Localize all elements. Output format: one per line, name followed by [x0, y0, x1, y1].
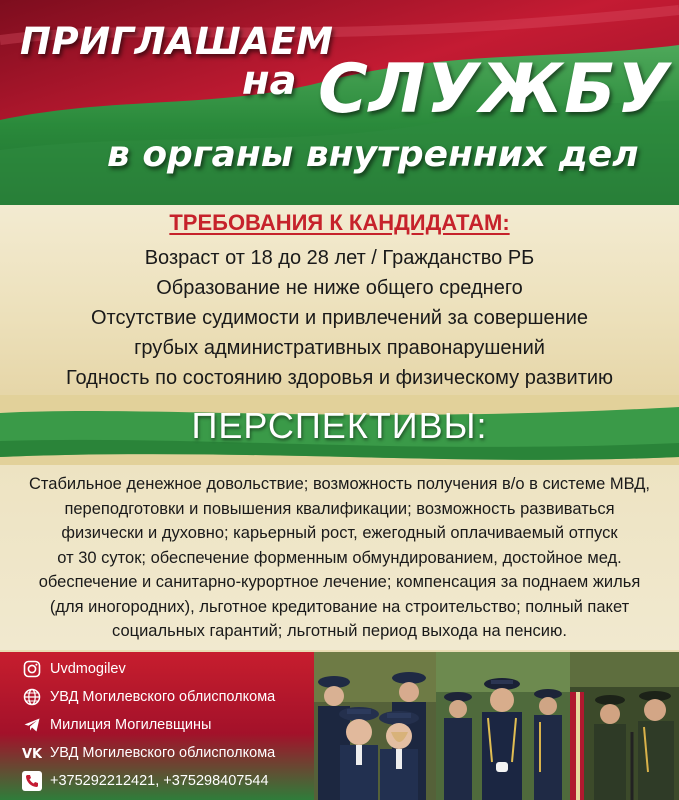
- instagram-icon: [22, 659, 42, 679]
- photo-honor-guard-drawing: [570, 652, 679, 800]
- benefit-line: социальных гарантий; льготный период выхода на пенсию.: [112, 622, 567, 640]
- requirements-title: ТРЕБОВАНИЯ К КАНДИДАТАМ:: [169, 210, 510, 235]
- perspectives-title: ПЕРСПЕКТИВЫ:: [191, 405, 488, 446]
- perspectives-banner: [0, 395, 679, 465]
- benefit-line: Стабильное денежное довольствие; возможность получения в/о в системе МВД,: [29, 475, 650, 493]
- requirement-line: грубых административных правонарушений: [134, 337, 545, 359]
- contact-phone-text: +375292212421, +375298407544: [50, 773, 269, 789]
- telegram-icon: [22, 715, 42, 735]
- requirement-line: Образование не ниже общего среднего: [156, 277, 523, 299]
- hero-line-organs: в органы внутренних дел: [107, 134, 639, 175]
- hero-line-invite: ПРИГЛАШАЕМ: [20, 20, 334, 63]
- contact-vk-text: УВД Могилевского облисполкома: [50, 745, 276, 761]
- phone-icon: [22, 771, 42, 791]
- contact-phone[interactable]: [22, 770, 269, 792]
- benefits-text: [12, 472, 667, 644]
- vk-icon: [22, 743, 42, 763]
- hero-banner: [0, 0, 679, 205]
- contact-telegram[interactable]: [22, 714, 211, 736]
- benefits-section: [0, 465, 679, 650]
- photo-parade-officers-drawing: [436, 652, 570, 800]
- contact-website[interactable]: [22, 686, 275, 708]
- photo-female-cadets: [314, 652, 436, 800]
- benefit-line: (для иногородних), льготное кредитование на строительство; полный пакет: [49, 597, 630, 616]
- benefit-line: переподготовки и повышения квалификации; возможность развиваться: [64, 499, 615, 518]
- requirement-line: Возраст от 18 до 28 лет / Гражданство РБ: [144, 247, 535, 269]
- contact-website-text: УВД Могилевского облисполкома: [50, 689, 276, 705]
- photo-parade-officers: [436, 652, 570, 800]
- photo-honor-guard: [570, 652, 679, 800]
- contacts-panel: [0, 652, 314, 800]
- benefit-line: физически и духовно; карьерный рост, ежегодный оплачиваемый отпуск: [61, 524, 618, 542]
- requirements-section: [0, 205, 679, 395]
- benefit-line: от 30 суток; обеспечение форменным обмундированием, достойное мед.: [57, 548, 622, 567]
- requirements-list: [0, 243, 679, 393]
- contact-instagram-text: Uvdmogilev: [50, 661, 126, 677]
- requirement-line: Годность по состоянию здоровья и физическому развитию: [65, 367, 614, 389]
- globe-icon: [22, 687, 42, 707]
- contact-telegram-text: Милиция Могилевщины: [50, 717, 212, 733]
- hero-line-service: СЛУЖБУ: [318, 50, 671, 129]
- contact-vk[interactable]: [22, 742, 275, 764]
- contact-instagram[interactable]: [22, 658, 126, 680]
- hero-line-na: на: [242, 58, 297, 104]
- svg-text:VK: VK: [22, 747, 42, 760]
- photo-female-cadets-drawing: [314, 652, 436, 800]
- benefit-line: обеспечение и санитарно-курортное лечение; компенсация за поднаем жилья: [38, 573, 641, 591]
- requirement-line: Отсутствие судимости и привлечений за совершение: [91, 307, 588, 329]
